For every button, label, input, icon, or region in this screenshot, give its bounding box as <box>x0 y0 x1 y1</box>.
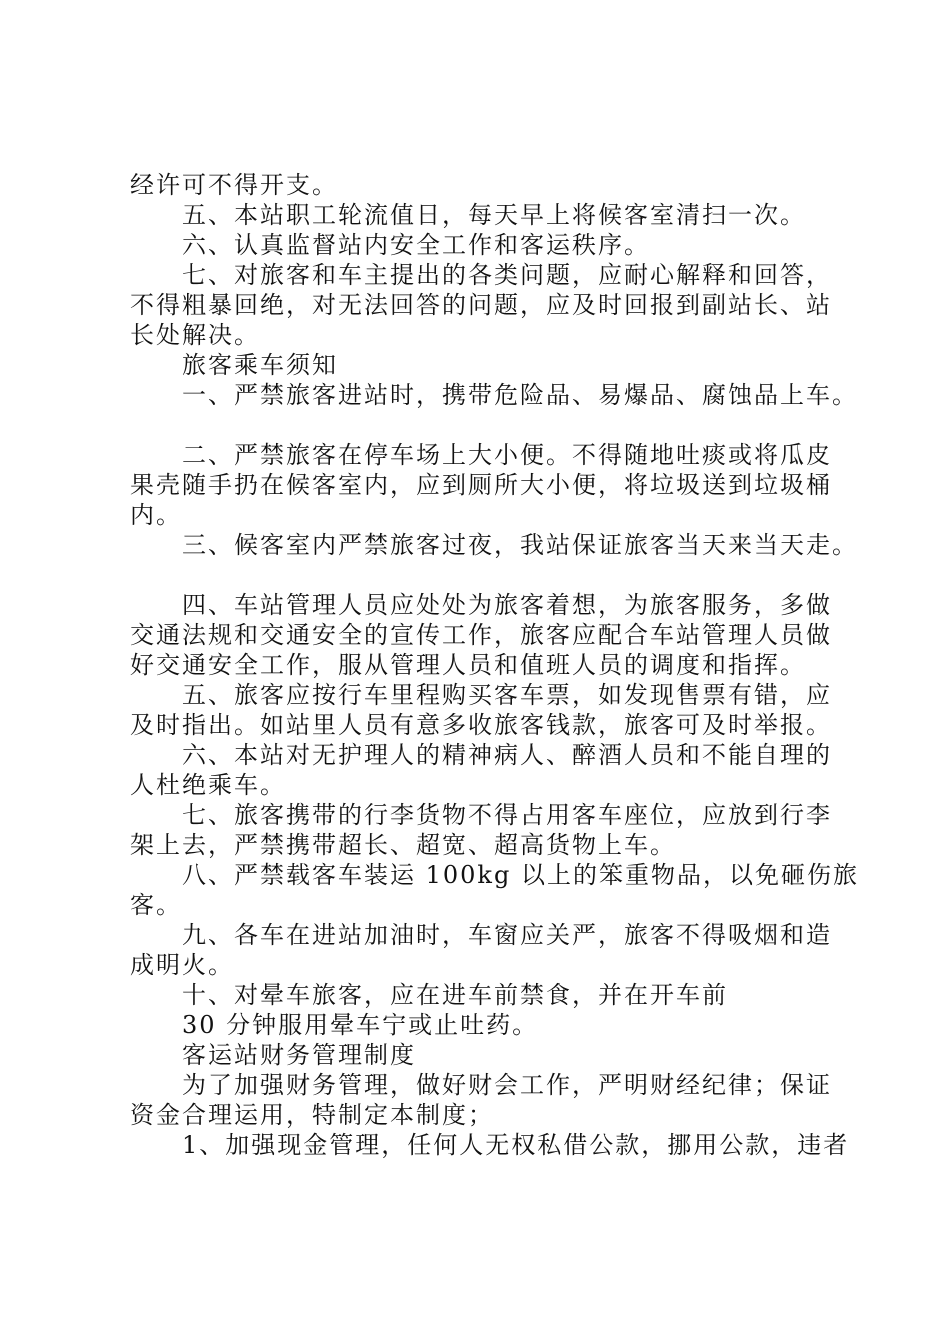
text-line: 六、本站对无护理人的精神病人、醉酒人员和不能自理的 <box>182 741 832 769</box>
text-line: 客。 <box>130 891 182 919</box>
text-line: 交通法规和交通安全的宣传工作，旅客应配合车站管理人员做 <box>130 621 832 649</box>
text-line: 及时指出。如站里人员有意多收旅客钱款，旅客可及时举报。 <box>130 711 832 739</box>
text-line: 成明火。 <box>130 951 234 979</box>
text-line: 七、对旅客和车主提出的各类问题，应耐心解释和回答， <box>182 261 832 289</box>
text-line: 30 分钟服用晕车宁或止吐药。 <box>182 1011 539 1039</box>
text-line: 一、严禁旅客进站时，携带危险品、易爆品、腐蚀品上车。 <box>182 381 858 409</box>
blank-line <box>130 410 830 440</box>
text-line: 八、严禁载客车装运 100kg 以上的笨重物品，以免砸伤旅 <box>182 861 859 889</box>
text-line: 六、认真监督站内安全工作和客运秩序。 <box>182 231 650 259</box>
text-line: 十、对晕车旅客，应在进车前禁食，并在开车前 <box>182 981 728 1009</box>
text-line: 七、旅客携带的行李货物不得占用客车座位，应放到行李 <box>182 801 832 829</box>
text-line: 内。 <box>130 501 182 529</box>
text-line: 经许可不得开支。 <box>130 171 338 199</box>
text-line: 资金合理运用，特制定本制度； <box>130 1101 494 1129</box>
text-line: 架上去，严禁携带超长、超宽、超高货物上车。 <box>130 831 676 859</box>
text-line: 四、车站管理人员应处处为旅客着想，为旅客服务，多做 <box>182 591 832 619</box>
text-line: 五、本站职工轮流值日，每天早上将候客室清扫一次。 <box>182 201 806 229</box>
section-heading: 客运站财务管理制度 <box>182 1041 416 1069</box>
blank-line <box>130 560 830 590</box>
text-line: 不得粗暴回绝，对无法回答的问题，应及时回报到副站长、站 <box>130 291 832 319</box>
text-line: 果壳随手扔在候客室内，应到厕所大小便，将垃圾送到垃圾桶 <box>130 471 832 499</box>
text-line: 五、旅客应按行车里程购买客车票，如发现售票有错，应 <box>182 681 832 709</box>
text-line: 为了加强财务管理，做好财会工作，严明财经纪律；保证 <box>182 1071 832 1099</box>
text-line: 二、严禁旅客在停车场上大小便。不得随地吐痰或将瓜皮 <box>182 441 832 469</box>
document-body <box>130 170 859 1160</box>
text-line: 1、加强现金管理，任何人无权私借公款，挪用公款，违者 <box>182 1131 850 1159</box>
text-line: 好交通安全工作，服从管理人员和值班人员的调度和指挥。 <box>130 651 806 679</box>
text-line: 长处解决。 <box>130 321 260 349</box>
text-line: 三、候客室内严禁旅客过夜，我站保证旅客当天来当天走。 <box>182 531 858 559</box>
text-line: 人杜绝乘车。 <box>130 771 286 799</box>
text-line: 九、各车在进站加油时，车窗应关严，旅客不得吸烟和造 <box>182 921 832 949</box>
section-heading: 旅客乘车须知 <box>182 351 338 379</box>
